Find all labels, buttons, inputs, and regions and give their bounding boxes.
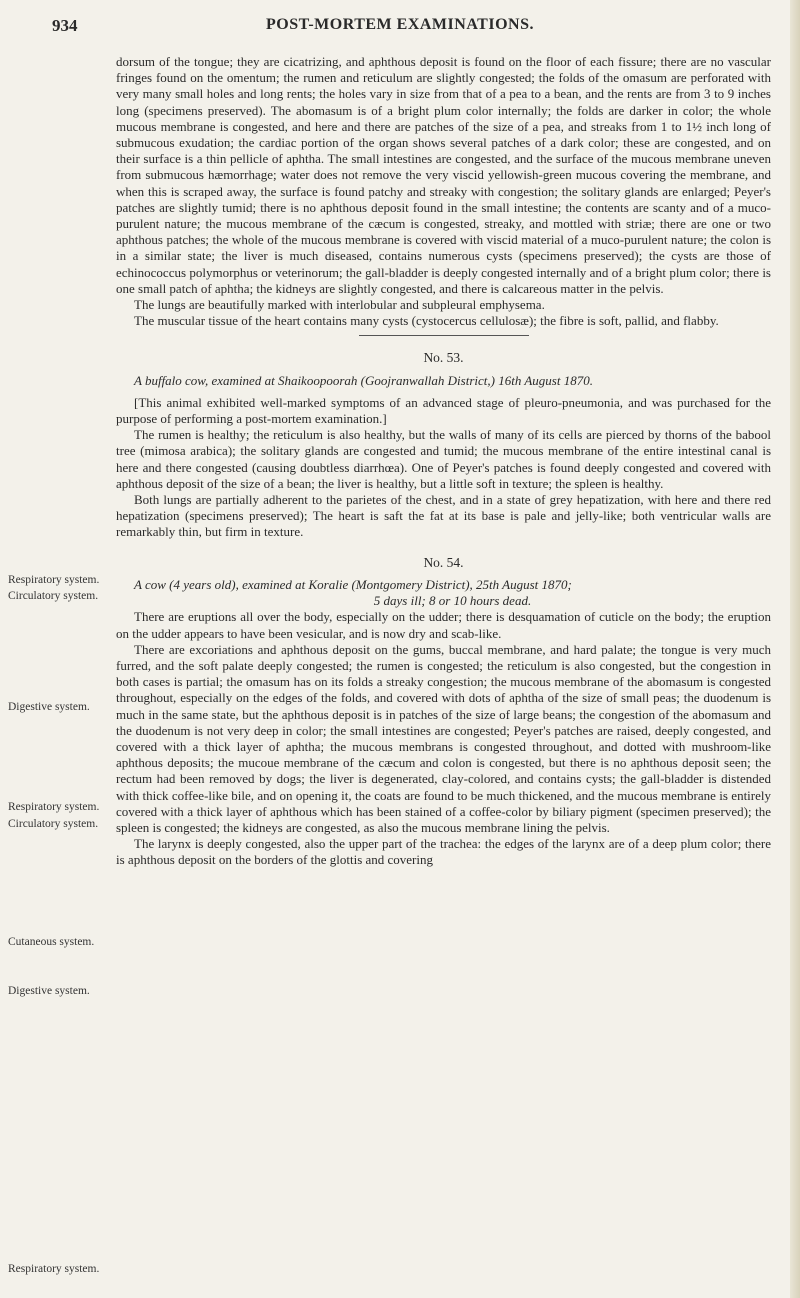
paragraph: [This animal exhibited well-marked symptoms of an advanced stage of pleuro-pneumonia, and was purchased for the purpose of performing a post-mortem examination.]: [116, 394, 771, 427]
case-title: A buffalo cow, examined at Shaikoopoorah (Goojranwallah District,) 16th August 1870.: [134, 372, 593, 388]
text-column: [116, 54, 771, 869]
case-number: No. 53.: [423, 350, 464, 366]
section-divider: [359, 335, 529, 336]
running-title: POST-MORTEM EXAMINATIONS.: [266, 16, 534, 33]
case-subtitle: 5 days ill; 8 or 10 hours dead.: [373, 593, 532, 609]
paragraph: There are eruptions all over the body, especially on the udder; there is desquamation of cuticle on the body; the eruption on the udder appears to have been vesicular, and is now dry and scab-like.: [116, 609, 771, 641]
paragraph: The rumen is healthy; the reticulum is also healthy, but the walls of many of its cells are pierced by thorns of the babool tree (mimosa arabica); the solitary glands are congested and tumid; the mucous membrane of the entire intestinal canal is here and there congested (causing doubtless diarrhœa). One of Peyer's patches is found deeply congested and covered with aphthous deposit of the size of a bean; the liver is healthy, but a little soft in texture; the spleen is healthy.: [116, 427, 771, 491]
paragraph: The muscular tissue of the heart contains many cysts (cystocercus cellulosæ); the fibre is soft, pallid, and flabby.: [134, 313, 719, 329]
margin-note-respiratory: Respiratory system.: [8, 801, 100, 813]
margin-note-circulatory: Circulatory system.: [8, 590, 99, 602]
margin-note-cutaneous: Cutaneous system.: [8, 936, 95, 948]
case-title: A cow (4 years old), examined at Koralie (Montgomery District), 25th August 1870;: [134, 576, 572, 592]
paragraph: The lungs are beautifully marked with interlobular and subpleural emphysema.: [134, 297, 545, 313]
paragraph: There are excoriations and aphthous deposit on the gums, buccal membrane, and hard palate; the tongue is very much furred, and the soft palate deeply congested; the rumen is congested; the reticulum is also congested, but the congestion in both cases is partial; the omasum has on its folds a streaky congestion; the mucous membrane of the abomasum is congested throughout, especially on the edges of the folds, and covered with dots of aphtha of the size of small peas; the duodenum is much in the same state, but the aphthous deposit is in patches of the size of large beans; the congestion of the abomasum and the duodenum is not very deep in color; the small intestines are congested; Peyer's patches are raised, deeply congested, and covered with a thick layer of aphtha; the mucous membrans is congested throughout, and dotted with mushroom-like aphthous deposits; the mucoue membrane of the cæcum and colon is congested, but there is no aphthous deposit seen; the rectum had been removed by dogs; the liver is degenerated, clay-colored, and contains cysts; the gall-bladder is distended with thick coffee-like bile, and on opening it, the coats are found to be much thickened, and the mucous membrane is entirely covered with a thick layer of aphthous which has been stained of a coffee-color by biliary pigment (specimen preserved); the spleen is congested; the kidneys are congested, as also the mucous membrane lining the pelvis.: [116, 641, 771, 835]
margin-note-circulatory: Circulatory system.: [8, 818, 99, 830]
page-number: 934: [52, 16, 78, 35]
paragraph: dorsum of the tongue; they are cicatrizing, and aphthous deposit is found on the floor of each fissure; there are no vascular fringes found on the omentum; the rumen and reticulum are slightly congested; the folds of the omasum are perforated with very many small holes and long rents; the holes vary in size from that of a pea to a bean, and the rents are from 3 to 9 inches long (specimens preserved). The abomasum is of a bright plum color internally; the folds are darker in color; the whole mucous membrane is congested, and here and there are patches of the size of a pea, and streaks from 1 to 1½ inch long of submucous exudation; the cardiac portion of the organ shows several patches of a dark color; these are congested, and on their surface is a thin pellicle of aphtha. The small intestines are congested, and the surface of the mucous membrane uneven from submucous hæmorrhage; water does not remove the very viscid yellowish-green mucous covering the membrane, and when this is scraped away, the surface is found patchy and streaky with congestion; the solitary glands are enlarged; Peyer's patches are slightly tumid; there is no aphthous deposit found in the small intestine; the contents are scanty and of a muco-purulent nature; the mucous membrane of the cæcum is congested, streaky, and mottled with striæ; there are one or two aphthous patches; the whole of the mucous membrane is covered with viscid material of a muco-purulent nature; the colon is in a similar state; the liver is much diseased, contains numerous cysts (specimens preserved); the cysts are those of echinococcus polymorphus or veterinorum; the gall-bladder is deeply congested internally and of a bright plum color; there is one small patch of aphtha; the kidneys are slightly congested, and there is calcareous matter in the pelvis.: [116, 54, 771, 296]
page-header: [0, 16, 800, 42]
paragraph: Both lungs are partially adherent to the parietes of the chest, and in a state of grey hepatization, with here and there red hepatization (specimens preserved); The heart is saft the fat at its base is pale and jelly-like; both ventricular walls are remarkably thin, but firm in texture.: [116, 492, 771, 540]
margin-note-respiratory: Respiratory system.: [8, 574, 100, 586]
paragraph: The larynx is deeply congested, also the upper part of the trachea: the edges of the larynx are of a deep plum color; there is aphthous deposit on the borders of the glottis and covering: [116, 836, 771, 868]
case-number: No. 54.: [423, 554, 464, 570]
margin-note-digestive: Digestive system.: [8, 701, 90, 713]
margin-note-digestive: Digestive system.: [8, 985, 90, 997]
page-edge: [790, 0, 800, 1298]
margin-note-respiratory: Respiratory system.: [8, 1263, 100, 1275]
